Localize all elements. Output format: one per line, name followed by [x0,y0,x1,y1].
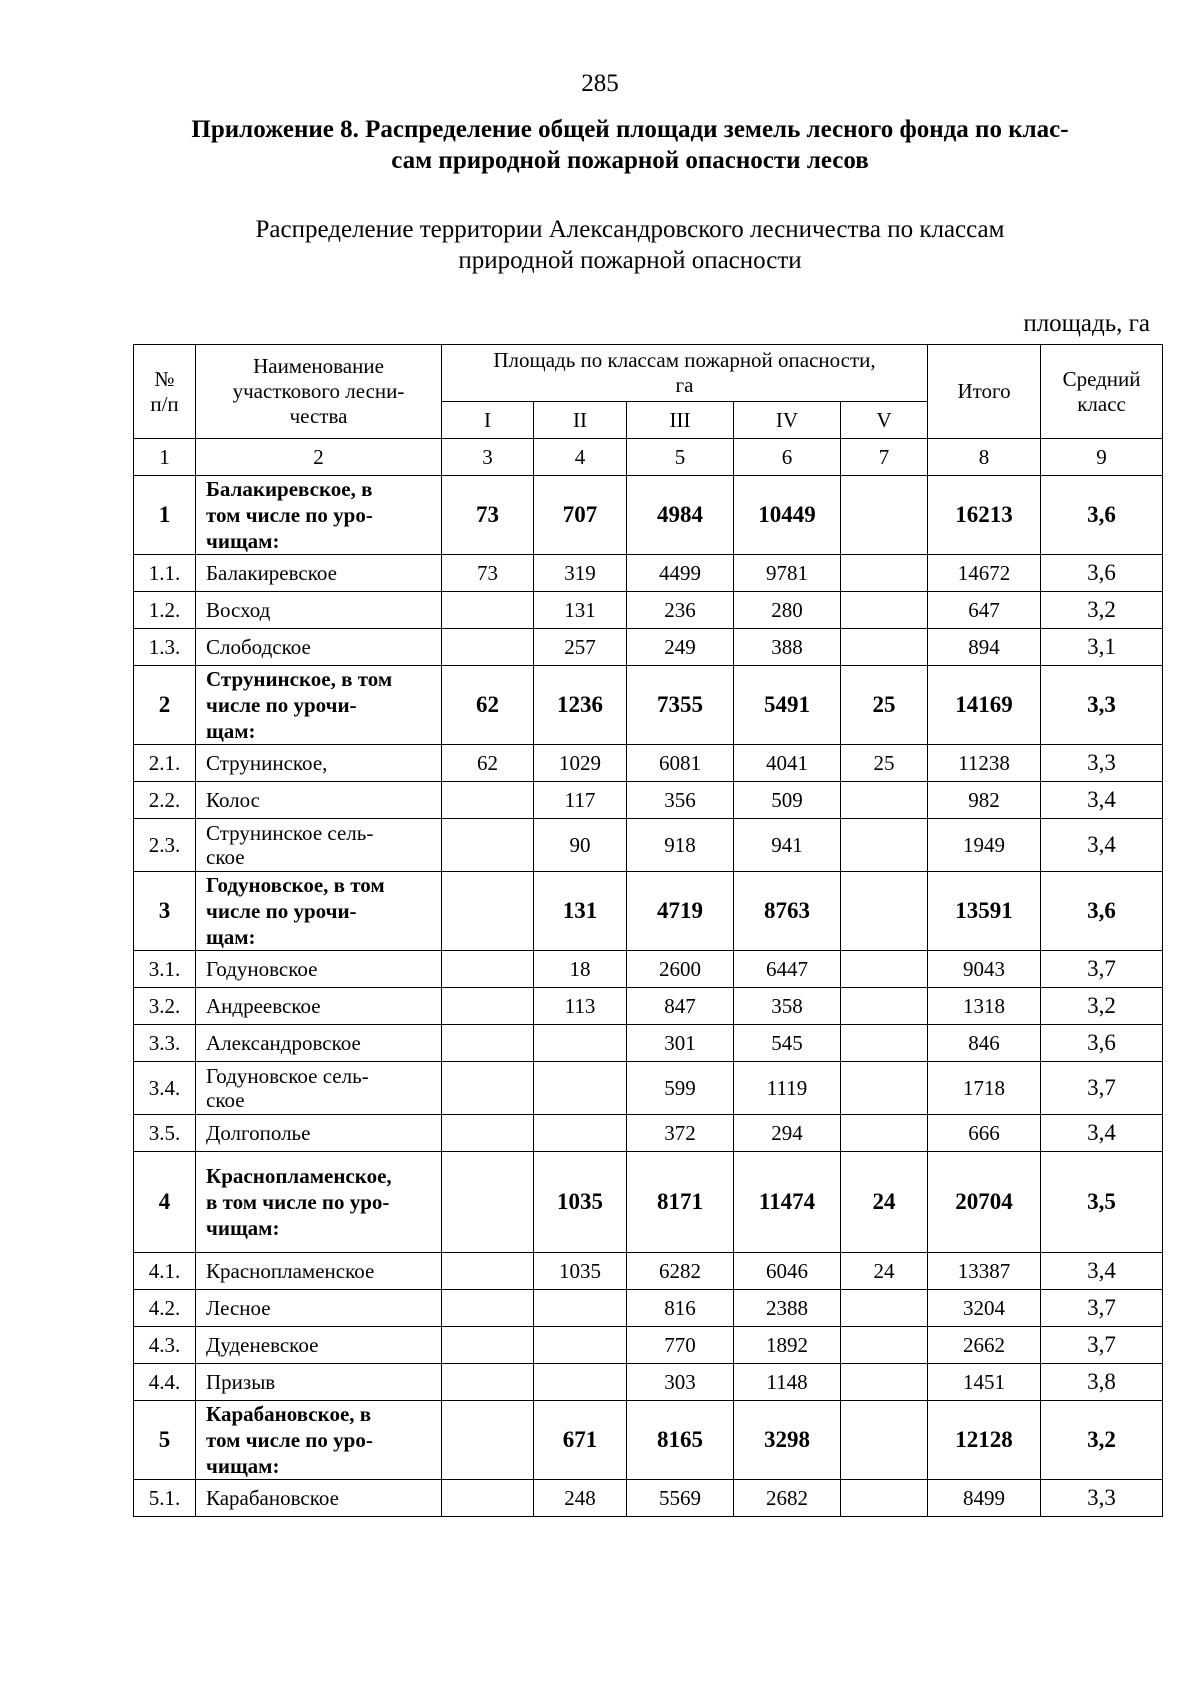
class-c4-cell: 1119 [734,1062,841,1115]
class-c3-cell: 918 [627,819,734,872]
table-row-tract [134,1290,1163,1327]
forestry-name-line: Карабановское [206,1486,339,1510]
column-number: 2 [196,439,442,476]
class-c3-cell: 5569 [627,1480,734,1517]
class-c2-cell: 1236 [534,666,627,745]
class-c3-cell: 7355 [627,666,734,745]
class-c5-cell [841,1480,928,1517]
row-number: 5.1. [134,1480,196,1517]
class-c3-cell: 4499 [627,555,734,592]
forestry-name [196,1253,442,1290]
average-class-cell: 3,2 [1041,988,1163,1025]
class-c4-cell: 5491 [734,666,841,745]
class-c3-cell: 4984 [627,476,734,555]
header-name: Наименование участкового лесни- чества [196,345,442,439]
header-class-II: II [534,402,627,439]
column-number: 4 [534,439,627,476]
table-row-tract [134,988,1163,1025]
table-row-tract [134,819,1163,872]
class-c2-cell [534,1364,627,1401]
forestry-name-line: Балакиревское, в [206,477,373,501]
forestry-name-line: том числе по уро- [206,503,373,527]
class-c2-cell: 113 [534,988,627,1025]
forestry-name-line: Струнинское сель- [206,821,374,845]
class-c5-cell: 25 [841,745,928,782]
heading-line: Приложение 8. Распределение общей площади земель лесного фонда по клас- [191,116,1069,143]
table-row-tract [134,1480,1163,1517]
table-row-tract [134,1062,1163,1115]
forestry-name [196,1401,442,1480]
class-c5-cell [841,988,928,1025]
table-row-forestry [134,476,1163,555]
class-c5-cell [841,1025,928,1062]
class-c4-cell: 509 [734,782,841,819]
total-cell: 8499 [928,1480,1041,1517]
row-number: 1.3. [134,629,196,666]
class-c5-cell [841,782,928,819]
caption-line: Распределение территории Александровского лесничества по классам [255,216,1005,243]
class-c3-cell: 6282 [627,1253,734,1290]
class-c4-cell: 1892 [734,1327,841,1364]
forestry-name [196,1062,442,1115]
forestry-name-line: Андреевское [206,994,321,1018]
class-c5-cell [841,555,928,592]
table-row-tract [134,782,1163,819]
class-c4-cell: 1148 [734,1364,841,1401]
class-c1-cell [442,592,534,629]
total-cell: 11238 [928,745,1041,782]
class-c4-cell: 6046 [734,1253,841,1290]
class-c3-cell: 8165 [627,1401,734,1480]
forestry-name-line: Струнинское, [206,751,328,775]
total-cell: 846 [928,1025,1041,1062]
class-c2-cell [534,1062,627,1115]
class-c5-cell [841,1062,928,1115]
row-number: 3 [134,872,196,951]
forestry-name-line: Александровское [206,1031,361,1055]
forestry-name-line: Долгополье [206,1121,311,1145]
class-c3-cell: 356 [627,782,734,819]
class-c2-cell: 257 [534,629,627,666]
class-c1-cell [442,872,534,951]
row-number: 2.2. [134,782,196,819]
class-c5-cell [841,1364,928,1401]
row-number: 3.1. [134,951,196,988]
class-c4-cell: 6447 [734,951,841,988]
forestry-name-line: Дуденевское [206,1333,319,1357]
class-c1-cell: 62 [442,745,534,782]
class-c4-cell: 4041 [734,745,841,782]
forestry-name [196,592,442,629]
class-c1-cell: 73 [442,476,534,555]
class-c5-cell: 24 [841,1152,928,1253]
row-number: 3.3. [134,1025,196,1062]
forestry-name-line: Карабановское, в [206,1402,372,1426]
unit-label: площадь, га [1023,310,1150,337]
forestry-name-line: чищам: [206,1454,280,1478]
class-c1-cell [442,1115,534,1152]
average-class-cell: 3,5 [1041,1152,1163,1253]
class-c1-cell [442,1327,534,1364]
class-c2-cell [534,1115,627,1152]
class-c5-cell [841,872,928,951]
class-c3-cell: 6081 [627,745,734,782]
row-number: 3.4. [134,1062,196,1115]
table-row-tract [134,1364,1163,1401]
header-total: Итого [928,345,1041,439]
table-row-forestry [134,1152,1163,1253]
class-c4-cell: 388 [734,629,841,666]
class-c2-cell [534,1025,627,1062]
row-number: 4.2. [134,1290,196,1327]
average-class-cell: 3,8 [1041,1364,1163,1401]
class-c2-cell: 90 [534,819,627,872]
total-cell: 1451 [928,1364,1041,1401]
class-c1-cell: 73 [442,555,534,592]
class-c2-cell: 248 [534,1480,627,1517]
forestry-name-line: Восход [206,598,271,622]
forestry-name [196,782,442,819]
class-c5-cell [841,592,928,629]
class-c5-cell: 24 [841,1253,928,1290]
table-row-tract [134,629,1163,666]
caption-line: природной пожарной опасности [458,247,802,274]
total-cell: 2662 [928,1327,1041,1364]
total-cell: 1318 [928,988,1041,1025]
row-number: 3.2. [134,988,196,1025]
forestry-name [196,1152,442,1253]
forestry-name-line: числе по урочи- [206,693,357,717]
column-number: 5 [627,439,734,476]
forestry-name [196,951,442,988]
average-class-cell: 3,4 [1041,819,1163,872]
average-class-cell: 3,7 [1041,1327,1163,1364]
class-c3-cell: 2600 [627,951,734,988]
forestry-name-line: чищам: [206,1216,280,1240]
forestry-name-line: щам: [206,719,256,743]
class-c4-cell: 358 [734,988,841,1025]
class-c2-cell: 1035 [534,1253,627,1290]
class-c2-cell: 117 [534,782,627,819]
average-class-cell: 3,4 [1041,782,1163,819]
total-cell: 982 [928,782,1041,819]
forestry-name [196,1290,442,1327]
forestry-name-line: Годуновское [206,957,318,981]
forestry-name [196,1327,442,1364]
table-row-forestry [134,1401,1163,1480]
fire-hazard-table [133,344,1163,1517]
forestry-name [196,819,442,872]
class-c3-cell: 303 [627,1364,734,1401]
total-cell: 1949 [928,819,1041,872]
forestry-name [196,476,442,555]
table-row-tract [134,951,1163,988]
column-number: 7 [841,439,928,476]
forestry-name [196,1480,442,1517]
average-class-cell: 3,4 [1041,1253,1163,1290]
class-c3-cell: 770 [627,1327,734,1364]
class-c4-cell: 2682 [734,1480,841,1517]
class-c5-cell [841,1327,928,1364]
class-c5-cell [841,951,928,988]
class-c2-cell: 319 [534,555,627,592]
class-c1-cell [442,1364,534,1401]
class-c5-cell [841,629,928,666]
class-c3-cell: 599 [627,1062,734,1115]
forestry-name-line: Слободское [206,635,311,659]
class-c2-cell [534,1290,627,1327]
forestry-name [196,988,442,1025]
header-num: № п/п [134,345,196,439]
heading-line: сам природной пожарной опасности лесов [391,147,869,174]
forestry-name-line: чищам: [206,529,280,553]
average-class-cell: 3,6 [1041,872,1163,951]
total-cell: 16213 [928,476,1041,555]
class-c2-cell: 671 [534,1401,627,1480]
class-c1-cell [442,1062,534,1115]
table-row-forestry [134,872,1163,951]
total-cell: 666 [928,1115,1041,1152]
column-number: 3 [442,439,534,476]
table-row-tract [134,1253,1163,1290]
row-number: 2 [134,666,196,745]
forestry-name-line: в том числе по уро- [206,1190,390,1214]
class-c4-cell: 11474 [734,1152,841,1253]
row-number: 1 [134,476,196,555]
class-c3-cell: 301 [627,1025,734,1062]
total-cell: 13387 [928,1253,1041,1290]
class-c5-cell: 25 [841,666,928,745]
total-cell: 14169 [928,666,1041,745]
class-c1-cell: 62 [442,666,534,745]
forestry-name-line: Колос [206,788,261,812]
row-number: 4 [134,1152,196,1253]
row-number: 1.1. [134,555,196,592]
page-number: 285 [581,70,619,97]
total-cell: 12128 [928,1401,1041,1480]
table-header [134,345,1163,476]
forestry-name-line: Годуновское сель- [206,1064,369,1088]
row-number: 2.1. [134,745,196,782]
class-c4-cell: 294 [734,1115,841,1152]
class-c1-cell [442,1152,534,1253]
column-number: 8 [928,439,1041,476]
average-class-cell: 3,6 [1041,555,1163,592]
row-number: 1.2. [134,592,196,629]
class-c1-cell [442,1480,534,1517]
column-number: 6 [734,439,841,476]
table-caption [130,214,1130,276]
class-c4-cell: 10449 [734,476,841,555]
class-c2-cell: 1029 [534,745,627,782]
row-number: 3.5. [134,1115,196,1152]
total-cell: 14672 [928,555,1041,592]
forestry-name-line: щам: [206,925,256,949]
class-c4-cell: 9781 [734,555,841,592]
class-c4-cell: 545 [734,1025,841,1062]
class-c1-cell [442,1025,534,1062]
forestry-name [196,629,442,666]
forestry-name-line: ское [206,1088,245,1112]
average-class-cell: 3,6 [1041,1025,1163,1062]
class-c2-cell [534,1327,627,1364]
table-row-tract [134,745,1163,782]
total-cell: 20704 [928,1152,1041,1253]
column-number: 1 [134,439,196,476]
forestry-name [196,666,442,745]
total-cell: 647 [928,592,1041,629]
forestry-name [196,1364,442,1401]
class-c4-cell: 3298 [734,1401,841,1480]
forestry-name-line: Призыв [206,1370,276,1394]
class-c5-cell [841,819,928,872]
average-class-cell: 3,6 [1041,476,1163,555]
table-row-forestry [134,666,1163,745]
header-class-IV: IV [734,402,841,439]
header-class-III: III [627,402,734,439]
forestry-name-line: Струнинское, в том [206,667,393,691]
class-c4-cell: 280 [734,592,841,629]
forestry-name-line: том числе по уро- [206,1428,373,1452]
average-class-cell: 3,4 [1041,1115,1163,1152]
header-class-I: I [442,402,534,439]
total-cell: 9043 [928,951,1041,988]
total-cell: 894 [928,629,1041,666]
class-c1-cell [442,819,534,872]
table-row-tract [134,1025,1163,1062]
forestry-name-line: Краснопламенское [206,1259,375,1283]
class-c4-cell: 8763 [734,872,841,951]
class-c3-cell: 816 [627,1290,734,1327]
row-number: 2.3. [134,819,196,872]
forestry-name-line: Балакиревское [206,561,337,585]
average-class-cell: 3,1 [1041,629,1163,666]
class-c1-cell [442,1401,534,1480]
class-c3-cell: 249 [627,629,734,666]
forestry-name [196,745,442,782]
forestry-name [196,872,442,951]
table-body [134,476,1163,1517]
class-c2-cell: 1035 [534,1152,627,1253]
table-row-tract [134,592,1163,629]
forestry-name-line: числе по урочи- [206,899,357,923]
header-class-V: V [841,402,928,439]
class-c3-cell: 8171 [627,1152,734,1253]
table-row-tract [134,1115,1163,1152]
class-c1-cell [442,951,534,988]
total-cell: 3204 [928,1290,1041,1327]
average-class-cell: 3,3 [1041,666,1163,745]
class-c3-cell: 4719 [627,872,734,951]
class-c2-cell: 707 [534,476,627,555]
total-cell: 1718 [928,1062,1041,1115]
average-class-cell: 3,7 [1041,1290,1163,1327]
row-number: 4.3. [134,1327,196,1364]
header-area-by-class: Площадь по классам пожарной опасности, га [442,345,928,402]
forestry-name [196,1115,442,1152]
header-average-class: Средний класс [1041,345,1163,439]
table-row-tract [134,555,1163,592]
class-c3-cell: 236 [627,592,734,629]
column-number: 9 [1041,439,1163,476]
table-row-tract [134,1327,1163,1364]
class-c5-cell [841,1401,928,1480]
average-class-cell: 3,7 [1041,951,1163,988]
forestry-name-line: ское [206,845,245,869]
appendix-heading [130,114,1130,176]
average-class-cell: 3,3 [1041,1480,1163,1517]
forestry-name-line: Годуновское, в том [206,873,385,897]
class-c2-cell: 131 [534,872,627,951]
average-class-cell: 3,3 [1041,745,1163,782]
total-cell: 13591 [928,872,1041,951]
class-c3-cell: 372 [627,1115,734,1152]
row-number: 4.4. [134,1364,196,1401]
forestry-name [196,555,442,592]
class-c1-cell [442,782,534,819]
row-number: 5 [134,1401,196,1480]
forestry-name-line: Краснопламенское, [206,1164,392,1188]
class-c2-cell: 131 [534,592,627,629]
row-number: 4.1. [134,1253,196,1290]
average-class-cell: 3,2 [1041,592,1163,629]
class-c5-cell [841,1290,928,1327]
class-c4-cell: 2388 [734,1290,841,1327]
forestry-name [196,1025,442,1062]
class-c1-cell [442,988,534,1025]
class-c4-cell: 941 [734,819,841,872]
forestry-name-line: Лесное [206,1296,271,1320]
average-class-cell: 3,7 [1041,1062,1163,1115]
column-number-row [134,439,1163,476]
class-c1-cell [442,1290,534,1327]
class-c5-cell [841,476,928,555]
class-c1-cell [442,1253,534,1290]
class-c5-cell [841,1115,928,1152]
class-c2-cell: 18 [534,951,627,988]
average-class-cell: 3,2 [1041,1401,1163,1480]
class-c1-cell [442,629,534,666]
class-c3-cell: 847 [627,988,734,1025]
